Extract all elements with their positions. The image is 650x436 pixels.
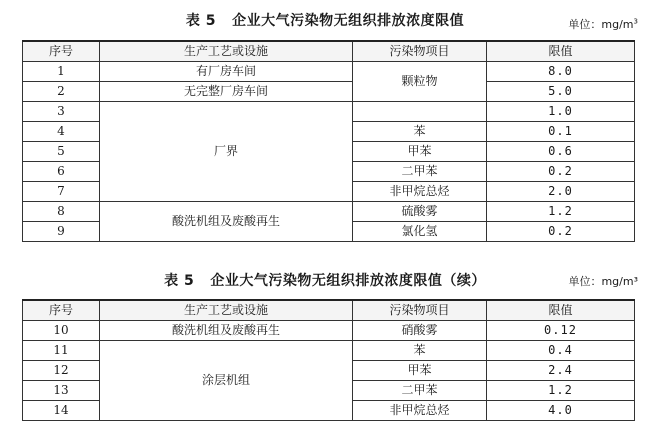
row-pollutant: 二甲苯 bbox=[353, 381, 487, 401]
row-limit: 0.2 bbox=[487, 162, 635, 182]
row-limit: 1.2 bbox=[487, 381, 635, 401]
row-pollutant: 甲苯 bbox=[353, 361, 487, 381]
row-limit: 1.2 bbox=[487, 202, 635, 222]
table-row bbox=[23, 62, 635, 82]
table1-header-row bbox=[23, 41, 635, 62]
row-limit: 0.2 bbox=[487, 222, 635, 242]
row-process: 无完整厂房车间 bbox=[100, 82, 353, 102]
table-row bbox=[23, 202, 635, 222]
row-no: 9 bbox=[23, 222, 100, 242]
table-row bbox=[23, 341, 635, 361]
row-pollutant: 甲苯 bbox=[353, 142, 487, 162]
header-no: 序号 bbox=[23, 41, 100, 62]
table2 bbox=[22, 299, 635, 421]
row-pollutant: 二甲苯 bbox=[353, 162, 487, 182]
row-process: 酸洗机组及废酸再生 bbox=[100, 202, 353, 242]
header-limit: 限值 bbox=[487, 41, 635, 62]
table-row bbox=[23, 321, 635, 341]
row-limit: 4.0 bbox=[487, 401, 635, 421]
row-pollutant bbox=[353, 102, 487, 122]
table2-title: 表 5 企业大气污染物无组织排放浓度限值（续） bbox=[164, 273, 486, 289]
table-row bbox=[23, 102, 635, 122]
row-limit: 0.1 bbox=[487, 122, 635, 142]
row-no: 5 bbox=[23, 142, 100, 162]
row-limit: 0.4 bbox=[487, 341, 635, 361]
row-pollutant: 硝酸雾 bbox=[353, 321, 487, 341]
row-no: 2 bbox=[23, 82, 100, 102]
row-pollutant: 苯 bbox=[353, 341, 487, 361]
row-pollutant: 非甲烷总烃 bbox=[353, 182, 487, 202]
row-limit: 0.6 bbox=[487, 142, 635, 162]
header-limit: 限值 bbox=[487, 300, 635, 321]
row-no: 7 bbox=[23, 182, 100, 202]
row-process: 涂层机组 bbox=[100, 341, 353, 421]
table1 bbox=[22, 40, 635, 242]
row-no: 8 bbox=[23, 202, 100, 222]
header-process: 生产工艺或设施 bbox=[100, 300, 353, 321]
header-pollutant: 污染物项目 bbox=[353, 41, 487, 62]
row-no: 4 bbox=[23, 122, 100, 142]
row-no: 13 bbox=[23, 381, 100, 401]
table1-unit bbox=[568, 16, 638, 32]
table2-unit: 单位：mg/m³ bbox=[568, 275, 638, 288]
table1-title: 表 5 企业大气污染物无组织排放浓度限值 bbox=[185, 13, 465, 29]
table1-unit-sup: 3 bbox=[633, 17, 638, 26]
row-no: 14 bbox=[23, 401, 100, 421]
row-no: 11 bbox=[23, 341, 100, 361]
row-process: 有厂房车间 bbox=[100, 62, 353, 82]
table1-unit-prefix: 单位：mg/m bbox=[568, 18, 634, 31]
row-no: 6 bbox=[23, 162, 100, 182]
row-no: 12 bbox=[23, 361, 100, 381]
row-limit: 0.12 bbox=[487, 321, 635, 341]
row-limit: 2.4 bbox=[487, 361, 635, 381]
header-no: 序号 bbox=[23, 300, 100, 321]
table-row bbox=[23, 82, 635, 102]
row-limit: 5.0 bbox=[487, 82, 635, 102]
row-no: 3 bbox=[23, 102, 100, 122]
table2-header-row bbox=[23, 300, 635, 321]
row-pollutant: 颗粒物 bbox=[353, 62, 487, 102]
row-no: 1 bbox=[23, 62, 100, 82]
row-pollutant: 氯化氢 bbox=[353, 222, 487, 242]
row-limit: 2.0 bbox=[487, 182, 635, 202]
header-process: 生产工艺或设施 bbox=[100, 41, 353, 62]
row-limit: 1.0 bbox=[487, 102, 635, 122]
row-pollutant: 非甲烷总烃 bbox=[353, 401, 487, 421]
row-limit: 8.0 bbox=[487, 62, 635, 82]
row-process: 酸洗机组及废酸再生 bbox=[100, 321, 353, 341]
row-pollutant: 苯 bbox=[353, 122, 487, 142]
row-pollutant: 硫酸雾 bbox=[353, 202, 487, 222]
header-pollutant: 污染物项目 bbox=[353, 300, 487, 321]
row-process: 厂界 bbox=[100, 102, 353, 202]
row-no: 10 bbox=[23, 321, 100, 341]
